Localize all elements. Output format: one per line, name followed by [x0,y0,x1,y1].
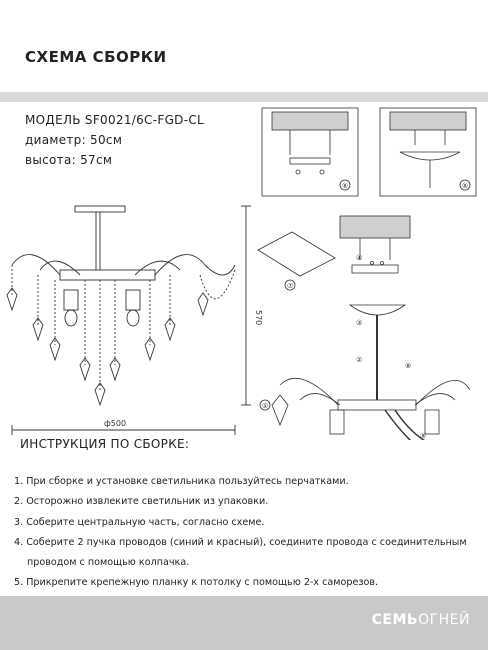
step-5: 5. Прикрепите крепежную планку к потолку с помощью 2-х саморезов. [14,577,379,589]
header [0,0,488,102]
step-4: 4. Соберите 2 пучка проводов (синий и красный), соедините провода с соединительным [14,536,467,548]
chandelier-drawing [7,206,251,435]
callout-1: ① [262,402,269,410]
brand-bold: СЕМЬ [371,612,419,628]
step-2: 2. Осторожно извлеките светильник из упаковки. [14,496,269,508]
height-label: высота: 57см [25,153,113,167]
brand-light: ОГНЕЙ [418,612,470,628]
step-3: 3. Соберите центральную часть, согласно схеме. [14,516,265,528]
page-title: СХЕМА СБОРКИ [25,48,167,66]
callout-5: ⑤ [462,182,469,190]
callout-8: ⑧ [405,362,412,370]
width-dimension-label: ф500 [103,419,127,428]
callout-3: ③ [356,319,363,327]
assembly-diagram [0,100,488,440]
instructions-list [14,472,474,614]
step-1: 1. При сборке и установке светильника пользуйтесь перчатками. [14,476,349,487]
callout-4: ④ [356,254,363,262]
instructions-title: ИНСТРУКЦИЯ ПО СБОРКЕ: [20,437,190,451]
exploded-view [258,216,470,440]
step-4-continued: проводом с помощью колпачка. [27,557,190,569]
callout-6: ⑥ [342,182,349,190]
callout-9: ⑨ [420,432,427,440]
brand-logo [372,612,470,628]
model-label: МОДЕЛЬ SF0021/6C-FGD-CL [25,113,205,127]
callout-2: ② [356,356,363,364]
diameter-label: диаметр: 50см [25,133,123,147]
height-dimension-label: 570 [254,310,263,326]
callout-7: ⑦ [287,282,294,290]
